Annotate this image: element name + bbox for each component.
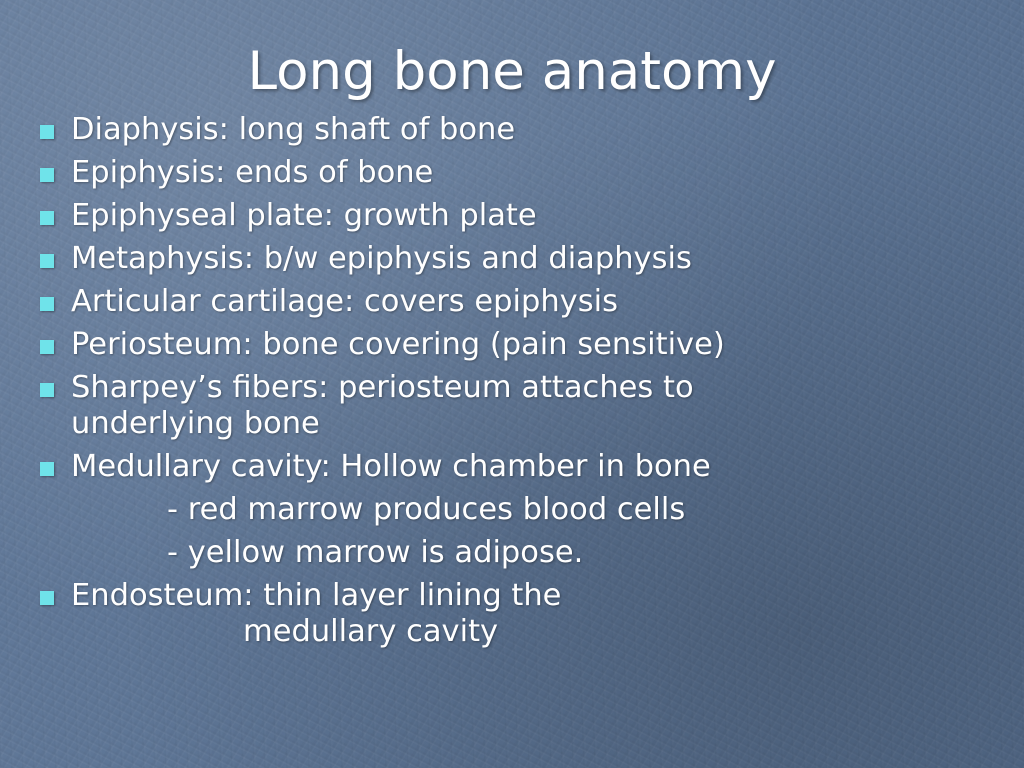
square-bullet-icon xyxy=(40,211,54,225)
list-item-label: Epiphyseal plate: growth plate xyxy=(71,197,537,233)
list-item xyxy=(40,284,990,320)
list-item xyxy=(40,112,990,148)
list-item-label: Medullary cavity: Hollow chamber in bone xyxy=(71,448,711,484)
sub-list-item-yellow-marrow: - yellow marrow is adipose. xyxy=(167,534,584,570)
list-item xyxy=(40,578,990,650)
square-bullet-icon xyxy=(40,125,54,139)
square-bullet-icon xyxy=(40,591,54,605)
list-item xyxy=(40,155,990,191)
list-item-label: Metaphysis: b/w epiphysis and diaphysis xyxy=(71,240,692,276)
list-item-label-line2: underlying bone xyxy=(71,405,320,441)
list-item xyxy=(40,449,990,485)
list-item xyxy=(40,241,990,277)
list-item xyxy=(40,198,990,234)
square-bullet-icon xyxy=(40,462,54,476)
list-item xyxy=(40,327,990,363)
list-item-label: Diaphysis: long shaft of bone xyxy=(71,112,516,147)
list-item-label: Articular cartilage: covers epiphysis xyxy=(71,283,618,319)
list-item-label-multiline xyxy=(71,370,694,442)
sub-list-item-red-marrow: - red marrow produces blood cells xyxy=(167,491,686,527)
list-item-label-line1: Endosteum: thin layer lining the xyxy=(71,577,562,613)
list-item-label-multiline xyxy=(71,578,561,650)
slide-body xyxy=(40,112,990,657)
list-item-label: Periosteum: bone covering (pain sensitive) xyxy=(71,326,725,362)
list-item-label: Epiphysis: ends of bone xyxy=(71,154,434,190)
list-item xyxy=(40,370,990,442)
list-item-label-line2: medullary cavity xyxy=(243,613,499,649)
list-item-label-line1: Sharpey’s fibers: periosteum attaches to xyxy=(71,369,694,405)
page-title: Long bone anatomy xyxy=(247,41,777,102)
square-bullet-icon xyxy=(40,340,54,354)
square-bullet-icon xyxy=(40,168,54,182)
square-bullet-icon xyxy=(40,254,54,268)
square-bullet-icon xyxy=(40,383,54,397)
square-bullet-icon xyxy=(40,297,54,311)
